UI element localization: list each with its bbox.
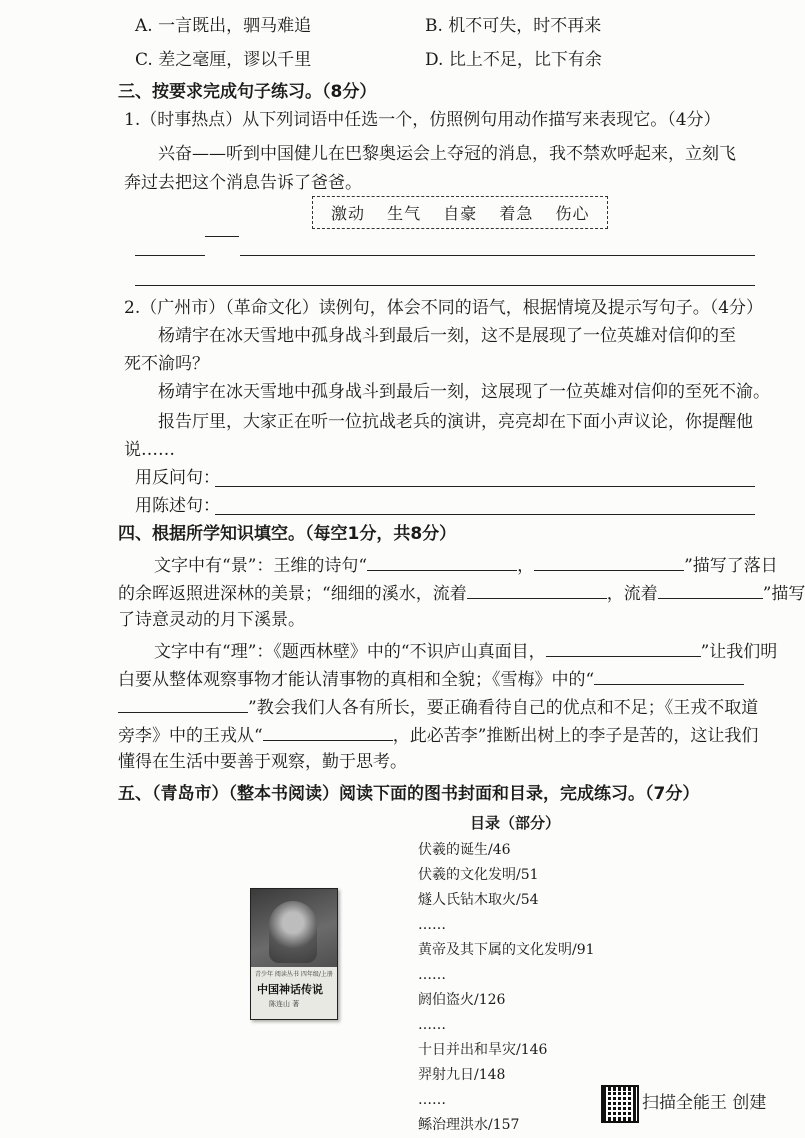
s4-p2-line4	[118, 722, 758, 748]
s4-p1-line3: 了诗意灵动的月下溪景。	[118, 610, 305, 630]
q2-situation-line2: 说……	[124, 440, 175, 460]
toc-item: ……	[418, 1017, 446, 1033]
q2-example-question-line1: 杨靖宇在冰天雪地中孤身战斗到最后一刻，这不是展现了一位英雄对信仰的至	[158, 326, 736, 346]
fill-blank[interactable]	[118, 694, 248, 713]
word-bank-item: 伤心	[555, 204, 590, 223]
s4-text: 白要从整体观察事物才能认清事物的真相和全貌；《雪梅》中的“	[118, 670, 595, 690]
fill-blank[interactable]	[594, 666, 744, 685]
fill-blank[interactable]	[467, 580, 607, 599]
fill-blank[interactable]	[534, 552, 684, 571]
word-bank-item: 自豪	[443, 204, 478, 223]
section3-heading: 三、按要求完成句子练习。（8分）	[118, 82, 377, 102]
toc-item: 阏伯盗火/126	[418, 992, 506, 1008]
scanner-watermark: 扫描全能王 创建	[642, 1093, 767, 1113]
s4-text: ”描写	[762, 584, 805, 604]
s4-p1-line2	[118, 580, 805, 606]
toc-title: 目录（部分）	[470, 814, 561, 832]
declarative-label: 用陈述句：	[135, 496, 220, 516]
q2-prompt: 2.（广州市）（革命文化）读例句，体会不同的语气，根据情境及提示写句子。（4分）	[124, 298, 764, 318]
word-bank-item: 生气	[387, 204, 422, 223]
option-d: D. 比上不足，比下有余	[425, 50, 602, 70]
q1-answer-line2[interactable]	[135, 285, 755, 286]
toc-item: 羿射九日/148	[418, 1067, 506, 1083]
book-title: 中国神话传说	[257, 983, 323, 996]
toc-item: 鲧治理洪水/157	[418, 1117, 520, 1133]
option-c: C. 差之毫厘，谬以千里	[135, 50, 312, 70]
s4-text: ，流着	[606, 584, 658, 604]
s4-text: ，此必苦李”推断出树上的李子是苦的，这让我们	[392, 726, 759, 746]
q1-example-line1: 兴奋——听到中国健儿在巴黎奥运会上夺冠的消息，我不禁欢呼起来，立刻飞	[158, 144, 736, 164]
s4-text: 文字中有“景”：王维的诗句“	[154, 556, 368, 576]
s4-text: 的余晖返照进深林的美景；“细细的溪水，流着	[118, 584, 467, 604]
q1-answer-word-blank[interactable]	[135, 255, 205, 256]
s4-text: 文字中有“理”：《题西林壁》中的“不识庐山真面目，	[154, 642, 546, 662]
q1-answer-line1[interactable]	[240, 255, 755, 256]
option-b: B. 机不可失，时不再来	[425, 16, 602, 36]
fill-blank[interactable]	[546, 638, 701, 657]
q2-example-statement: 杨靖宇在冰天雪地中孤身战斗到最后一刻，这展现了一位英雄对信仰的至死不渝。	[158, 382, 770, 402]
book-cover-image	[250, 888, 338, 1020]
rhetorical-label: 用反问句：	[135, 468, 220, 488]
section5-heading: 五、（青岛市）（整本书阅读）阅读下面的图书封面和目录，完成练习。（7分）	[118, 784, 700, 804]
toc-item: 伏羲的诞生/46	[418, 842, 511, 858]
q1-answer-dash	[205, 236, 239, 237]
word-bank-item: 激动	[331, 204, 366, 223]
toc-item: ……	[418, 1092, 446, 1108]
fill-blank[interactable]	[263, 722, 393, 741]
section4-heading: 四、根据所学知识填空。（每空1分，共8分）	[118, 524, 457, 544]
s4-text: ，	[517, 556, 535, 576]
toc-item: 十日并出和旱灾/146	[418, 1042, 548, 1058]
table-of-contents	[418, 838, 595, 1138]
qr-code-icon	[601, 1085, 639, 1123]
book-series: 青少年 阅读丛书 四年级/上册	[255, 971, 333, 978]
q2-example-question-line2: 死不渝吗？	[124, 354, 209, 374]
toc-item: ……	[418, 917, 446, 933]
book-author: 陈连山 著	[269, 1000, 300, 1008]
s4-p2-line3	[118, 694, 758, 720]
toc-item: ……	[418, 967, 446, 983]
toc-item: 伏羲的文化发明/51	[418, 867, 539, 883]
mythical-figure-illustration	[269, 901, 317, 963]
declarative-answer-line[interactable]	[215, 514, 755, 515]
rhetorical-answer-line[interactable]	[215, 486, 755, 487]
s4-p2-line5: 懂得在生活中要善于观察，勤于思考。	[118, 752, 407, 772]
q2-situation-line1: 报告厅里，大家正在听一位抗战老兵的演讲，亮亮却在下面小声议论，你提醒他	[158, 412, 753, 432]
q1-prompt: 1.（时事热点）从下列词语中任选一个，仿照例句用动作描写来表现它。（4分）	[124, 110, 721, 130]
s4-text: ”描写了落日	[684, 556, 778, 576]
toc-item: 燧人氏钻木取火/54	[418, 892, 539, 908]
word-bank-item: 着急	[499, 204, 534, 223]
s4-p2-line2	[118, 666, 744, 692]
fill-blank[interactable]	[658, 580, 763, 599]
option-a: A. 一言既出，驷马难追	[135, 16, 312, 36]
s4-p2-line1	[154, 638, 777, 664]
s4-text: ”教会我们人各有所长，要正确看待自己的优点和不足；《王戎不取道	[248, 698, 759, 718]
fill-blank[interactable]	[367, 552, 517, 571]
s4-text: ”让我们明	[700, 642, 778, 662]
word-bank	[312, 196, 608, 229]
toc-item: 黄帝及其下属的文化发明/91	[418, 942, 595, 958]
q1-example-line2: 奔过去把这个消息告诉了爸爸。	[124, 173, 362, 193]
s4-text: 旁李》中的王戎从“	[118, 726, 263, 746]
s4-p1-line1	[154, 552, 778, 578]
